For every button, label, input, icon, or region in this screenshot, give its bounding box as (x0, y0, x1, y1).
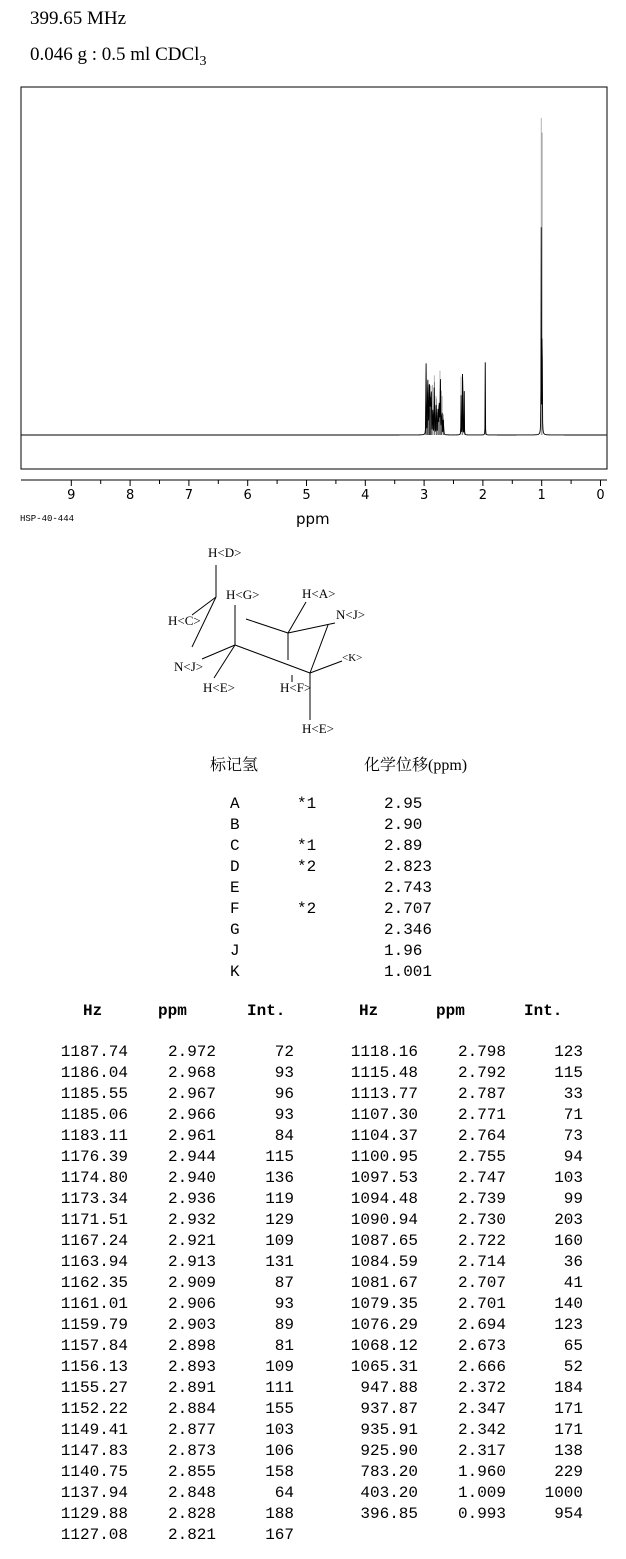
peak-intensity: 52 (563, 1358, 583, 1376)
peak-intensity: 96 (274, 1085, 294, 1103)
atom-label-ha: H<A> (302, 586, 336, 601)
x-tick-label: 5 (302, 488, 311, 503)
peak-hz: 1118.16 (350, 1043, 418, 1061)
peak-ppm: 2.877 (167, 1421, 216, 1439)
peak-ppm: 2.848 (167, 1484, 216, 1502)
peak-intensity: 41 (563, 1274, 583, 1292)
peak-intensity: 129 (265, 1211, 294, 1229)
assignment-note: *1 (297, 837, 317, 855)
peak-ppm: 2.347 (457, 1400, 506, 1418)
peak-ppm: 2.792 (457, 1064, 506, 1082)
spectrum-line (22, 227, 607, 435)
peak-hz: 1173.34 (60, 1190, 128, 1208)
peak-hz: 783.20 (360, 1463, 418, 1481)
spectrometer-frequency: 399.65 MHz (30, 8, 127, 29)
peak-intensity: 119 (265, 1190, 294, 1208)
peak-hz: 1185.55 (60, 1085, 128, 1103)
assignment-label: F (230, 900, 240, 918)
spectrum-trace (22, 118, 607, 435)
peak-hz: 1100.95 (350, 1148, 418, 1166)
plot-frame (21, 87, 607, 469)
peak-ppm: 2.755 (457, 1148, 506, 1166)
peak-intensity: 33 (563, 1085, 583, 1103)
peak-intensity: 123 (554, 1316, 583, 1334)
atom-label-hd: H<D> (208, 545, 242, 560)
atom-label-n-left: N<J> (174, 659, 204, 674)
nmr-spectrum-chart (0, 0, 626, 535)
assignment-shift: 1.001 (384, 963, 433, 981)
peak-ppm: 2.903 (167, 1316, 216, 1334)
x-tick-label: 3 (419, 488, 429, 503)
peak-hz: 925.90 (360, 1442, 418, 1460)
peak-intensity: 84 (274, 1127, 294, 1145)
assignment-shift: 2.90 (384, 816, 423, 834)
assignment-label: A (230, 795, 240, 813)
peak-hz: 1156.13 (60, 1358, 128, 1376)
peak-ppm: 2.855 (167, 1463, 216, 1481)
peak-ppm: 2.940 (167, 1169, 216, 1187)
peak-ppm: 2.739 (457, 1190, 506, 1208)
sample-text: 0.046 g : 0.5 ml CDCl (30, 44, 200, 65)
atom-label-hf: H<F> (280, 680, 312, 695)
peak-hz: 1149.41 (60, 1421, 128, 1439)
peak-intensity: 167 (265, 1526, 294, 1544)
peak-hz: 1081.67 (350, 1274, 418, 1292)
x-tick-label: 0 (596, 488, 605, 503)
x-tick-label: 8 (125, 488, 135, 503)
peak-intensity: 36 (563, 1253, 583, 1271)
peak-hz: 1079.35 (350, 1295, 418, 1313)
x-axis-label: ppm (296, 510, 330, 528)
peak-ppm: 2.714 (457, 1253, 506, 1271)
peak-hz: 1115.48 (350, 1064, 418, 1082)
peak-column-header: ppm (436, 1002, 465, 1020)
peak-column-header: Int. (247, 1002, 286, 1020)
peak-intensity: 1000 (544, 1484, 583, 1502)
peak-hz: 1140.75 (60, 1463, 128, 1481)
assignment-shift: 2.743 (384, 879, 433, 897)
peak-hz: 1157.84 (60, 1337, 128, 1355)
peak-intensity: 184 (554, 1379, 583, 1397)
peak-intensity: 160 (554, 1232, 583, 1250)
peak-intensity: 158 (265, 1463, 294, 1481)
peak-hz: 1163.94 (60, 1253, 128, 1271)
peak-ppm: 2.898 (167, 1337, 216, 1355)
assignment-shift: 2.707 (384, 900, 433, 918)
peak-hz: 1097.53 (350, 1169, 418, 1187)
peak-hz: 1104.37 (350, 1127, 418, 1145)
sample-subscript: 3 (199, 53, 207, 69)
peak-ppm: 2.968 (167, 1064, 216, 1082)
peak-intensity: 103 (554, 1169, 583, 1187)
assignment-label: C (230, 837, 240, 855)
assignment-label: B (230, 816, 240, 834)
peak-hz: 1137.94 (60, 1484, 128, 1502)
peak-ppm: 2.891 (167, 1379, 216, 1397)
atom-label-hg: H<G> (226, 587, 260, 602)
peak-ppm: 2.707 (457, 1274, 506, 1292)
peak-hz: 1107.30 (350, 1106, 418, 1124)
assignment-note: *2 (297, 900, 317, 918)
peak-intensity: 171 (554, 1421, 583, 1439)
peak-hz: 396.85 (360, 1505, 418, 1523)
peak-intensity: 115 (265, 1148, 294, 1166)
atom-label-n-right: N<J> (336, 607, 366, 622)
peak-ppm: 2.936 (167, 1190, 216, 1208)
x-tick-label: 7 (184, 488, 194, 503)
peak-ppm: 2.821 (167, 1526, 216, 1544)
peak-ppm: 2.787 (457, 1085, 506, 1103)
assignment-shift: 1.96 (384, 942, 423, 960)
peak-intensity: 93 (274, 1106, 294, 1124)
atom-label-k: <K> (342, 652, 363, 664)
peak-column-header: ppm (158, 1002, 187, 1020)
peak-hz: 1176.39 (60, 1148, 128, 1166)
assignment-label: E (230, 879, 240, 897)
peak-intensity: 229 (554, 1463, 583, 1481)
peak-intensity: 64 (274, 1484, 294, 1502)
assignment-header-label: 标记氢 (210, 757, 259, 774)
peak-ppm: 2.906 (167, 1295, 216, 1313)
x-tick-label: 2 (478, 488, 488, 503)
peak-intensity: 111 (265, 1379, 294, 1397)
peak-ppm: 2.730 (457, 1211, 506, 1229)
peak-ppm: 2.873 (167, 1442, 216, 1460)
assignment-shift: 2.346 (384, 921, 433, 939)
peak-intensity: 954 (554, 1505, 583, 1523)
peak-ppm: 2.913 (167, 1253, 216, 1271)
peak-hz: 1185.06 (60, 1106, 128, 1124)
peak-intensity: 123 (554, 1043, 583, 1061)
peak-ppm: 2.317 (457, 1442, 506, 1460)
peak-hz: 1113.77 (350, 1085, 418, 1103)
atom-label-hc: H<C> (168, 613, 201, 628)
peak-hz: 1174.80 (60, 1169, 128, 1187)
assignment-label: G (230, 921, 240, 939)
x-tick-label: 9 (67, 488, 76, 503)
peak-column-header: Hz (359, 1002, 379, 1020)
x-tick-label: 1 (537, 488, 546, 503)
peak-ppm: 2.921 (167, 1232, 216, 1250)
peak-ppm: 2.932 (167, 1211, 216, 1229)
atom-label-he-left: H<E> (203, 680, 235, 695)
peak-ppm: 2.961 (167, 1127, 216, 1145)
peak-hz: 1147.83 (60, 1442, 128, 1460)
peak-column-header: Hz (83, 1002, 103, 1020)
peak-hz: 1162.35 (60, 1274, 128, 1292)
peak-hz: 1076.29 (350, 1316, 418, 1334)
assignment-note: *1 (297, 795, 317, 813)
x-axis-ticks (71, 480, 600, 486)
peak-intensity: 131 (265, 1253, 294, 1271)
peak-ppm: 2.944 (167, 1148, 216, 1166)
peak-hz: 1065.31 (350, 1358, 418, 1376)
peak-hz: 403.20 (360, 1484, 418, 1502)
peak-intensity: 72 (274, 1043, 294, 1061)
peak-intensity: 188 (265, 1505, 294, 1523)
peak-hz: 1127.08 (60, 1526, 128, 1544)
peak-intensity: 103 (265, 1421, 294, 1439)
peak-hz: 1068.12 (350, 1337, 418, 1355)
peak-intensity: 99 (563, 1190, 583, 1208)
peak-ppm: 2.828 (167, 1505, 216, 1523)
peak-hz: 1087.65 (350, 1232, 418, 1250)
peak-hz: 1129.88 (60, 1505, 128, 1523)
peak-hz: 1084.59 (350, 1253, 418, 1271)
assignment-label: J (230, 942, 240, 960)
peak-ppm: 2.909 (167, 1274, 216, 1292)
peak-ppm: 2.372 (457, 1379, 506, 1397)
peak-column-header: Int. (524, 1002, 563, 1020)
peak-hz: 1183.11 (60, 1127, 128, 1145)
peak-intensity: 138 (554, 1442, 583, 1460)
peak-ppm: 2.764 (457, 1127, 506, 1145)
peak-ppm: 1.960 (457, 1463, 506, 1481)
peak-ppm: 2.884 (167, 1400, 216, 1418)
assignment-shift: 2.95 (384, 795, 423, 813)
peak-intensity: 73 (563, 1127, 583, 1145)
peak-intensity: 89 (274, 1316, 294, 1334)
peak-hz: 935.91 (360, 1421, 418, 1439)
peak-hz: 1159.79 (60, 1316, 128, 1334)
peak-hz: 1090.94 (350, 1211, 418, 1229)
peak-intensity: 106 (265, 1442, 294, 1460)
peak-intensity: 109 (265, 1232, 294, 1250)
peak-intensity: 115 (554, 1064, 583, 1082)
sample-id: HSP-40-444 (20, 514, 75, 524)
peak-hz: 1155.27 (60, 1379, 128, 1397)
atom-label-he-bottom: H<E> (302, 721, 334, 735)
peak-intensity: 171 (554, 1400, 583, 1418)
peak-intensity: 109 (265, 1358, 294, 1376)
peak-intensity: 93 (274, 1295, 294, 1313)
peak-intensity: 136 (265, 1169, 294, 1187)
peak-intensity: 71 (563, 1106, 583, 1124)
peak-hz: 937.87 (360, 1400, 418, 1418)
assignment-shift: 2.823 (384, 858, 433, 876)
peak-hz: 1161.01 (60, 1295, 128, 1313)
peak-ppm: 2.966 (167, 1106, 216, 1124)
peak-hz: 1187.74 (60, 1043, 128, 1061)
peak-ppm: 2.694 (457, 1316, 506, 1334)
peak-ppm: 2.893 (167, 1358, 216, 1376)
peak-hz: 947.88 (360, 1379, 418, 1397)
x-axis-tick-labels (67, 488, 604, 503)
peak-ppm: 0.993 (457, 1505, 506, 1523)
peak-hz: 1171.51 (60, 1211, 128, 1229)
peak-ppm: 2.798 (457, 1043, 506, 1061)
assignment-label: K (230, 963, 240, 981)
peak-intensity: 65 (563, 1337, 583, 1355)
peak-hz: 1094.48 (350, 1190, 418, 1208)
assignment-header-shift: 化学位移(ppm) (364, 757, 468, 774)
peak-intensity: 87 (274, 1274, 294, 1292)
peak-intensity: 81 (274, 1337, 294, 1355)
peak-intensity: 203 (554, 1211, 583, 1229)
peak-ppm: 2.673 (457, 1337, 506, 1355)
assignment-label: D (230, 858, 240, 876)
peak-ppm: 2.722 (457, 1232, 506, 1250)
x-tick-label: 4 (361, 488, 370, 503)
peak-intensity: 94 (563, 1148, 583, 1166)
peak-intensity: 155 (265, 1400, 294, 1418)
molecule-structure (150, 535, 390, 735)
peak-ppm: 2.666 (457, 1358, 506, 1376)
peak-hz: 1152.22 (60, 1400, 128, 1418)
peak-ppm: 2.342 (457, 1421, 506, 1439)
peak-ppm: 1.009 (457, 1484, 506, 1502)
peak-ppm: 2.701 (457, 1295, 506, 1313)
peak-hz: 1167.24 (60, 1232, 128, 1250)
peak-intensity: 140 (554, 1295, 583, 1313)
assignment-note: *2 (297, 858, 317, 876)
peak-intensity: 93 (274, 1064, 294, 1082)
peak-ppm: 2.771 (457, 1106, 506, 1124)
peak-ppm: 2.972 (167, 1043, 216, 1061)
x-tick-label: 6 (243, 488, 252, 503)
peak-hz: 1186.04 (60, 1064, 128, 1082)
peak-ppm: 2.967 (167, 1085, 216, 1103)
assignment-shift: 2.89 (384, 837, 423, 855)
peak-ppm: 2.747 (457, 1169, 506, 1187)
